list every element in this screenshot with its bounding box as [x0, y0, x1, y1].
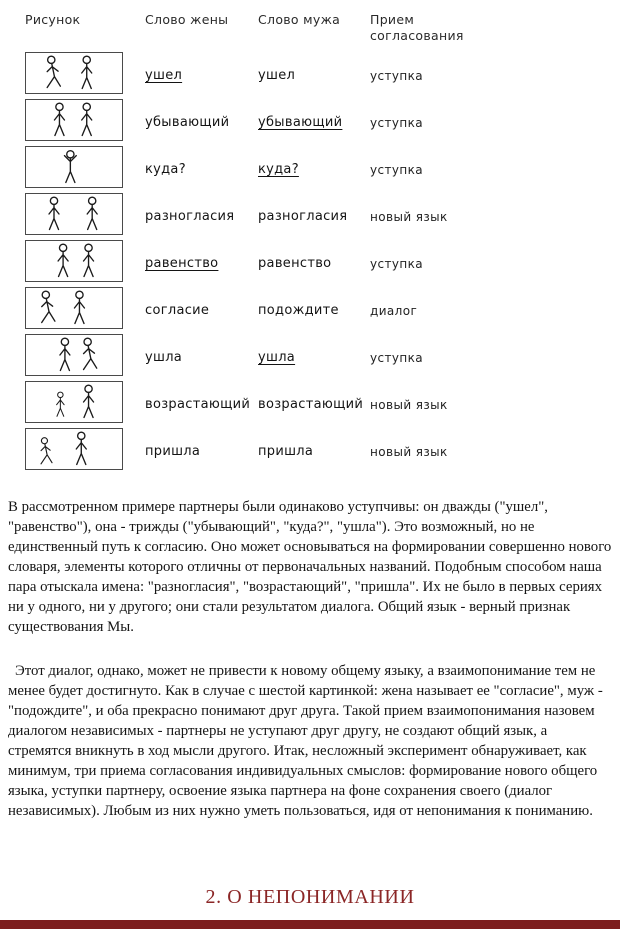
husband-word: ушла — [258, 350, 296, 365]
body-paragraph-1: В рассмотренном примере партнеры были одинаково уступчивы: он дважды ("ушел", "равенство"), она - трижды ("убывающий", "куда?", "ушла"). Это возможный, но не единственный путь к согласию. Оно может основываться на формировании совершенно нового словаря, элементы которого отличны от первоначальных названий. Подобным способом наша пара отыскала имена: "разногласия", "возрастающий", "пришла". Их не было в первых сериях ни у одного, ни у другого; они стали результатом диалога. Общий язык - верный признак существования Мы. — [8, 499, 612, 635]
stick-figures-drawing-icon — [25, 381, 123, 423]
table-row — [25, 334, 620, 381]
husband-word: пришла — [258, 444, 314, 459]
stick-figures-drawing-icon — [25, 99, 123, 141]
wife-word: ушел — [145, 68, 183, 83]
col-header-picture: Рисунок — [25, 12, 81, 27]
husband-word: ушел — [258, 68, 296, 83]
section-heading: 2. О НЕПОНИМАНИИ — [205, 886, 415, 908]
stick-figures-drawing-icon — [25, 193, 123, 235]
col-header-husband-word: Слово мужа — [258, 12, 341, 27]
stick-figures-drawing-icon — [25, 52, 123, 94]
stick-figures-drawing-icon — [25, 428, 123, 470]
husband-word: разногласия — [258, 209, 348, 224]
picture-cell — [25, 334, 145, 381]
stick-figures-drawing-icon — [25, 240, 123, 282]
picture-cell — [25, 240, 145, 287]
table-row — [25, 146, 620, 193]
technique-label: новый язык — [370, 209, 448, 224]
husband-word: убывающий — [258, 115, 343, 130]
wife-word: куда? — [145, 162, 186, 177]
wife-word: убывающий — [145, 115, 230, 130]
table-row — [25, 287, 620, 334]
wife-word: согласие — [145, 303, 210, 318]
table-row — [25, 428, 620, 475]
husband-word: возрастающий — [258, 397, 364, 412]
technique-label: новый язык — [370, 444, 448, 459]
technique-label: новый язык — [370, 397, 448, 412]
table-header-row — [25, 10, 620, 52]
wife-word: разногласия — [145, 209, 235, 224]
picture-cell — [25, 146, 145, 193]
table-row — [25, 99, 620, 146]
col-header-wife-word: Слово жены — [145, 12, 229, 27]
picture-cell — [25, 381, 145, 428]
table-row — [25, 193, 620, 240]
picture-cell — [25, 52, 145, 99]
stick-figures-drawing-icon — [25, 334, 123, 376]
picture-cell — [25, 428, 145, 475]
col-header-technique: Прием согласования — [370, 12, 464, 43]
husband-word: равенство — [258, 256, 332, 271]
technique-label: уступка — [370, 162, 424, 177]
picture-cell — [25, 287, 145, 334]
table-row — [25, 381, 620, 428]
picture-cell — [25, 99, 145, 146]
stick-figures-drawing-icon — [25, 287, 123, 329]
husband-word: куда? — [258, 162, 299, 177]
technique-label: уступка — [370, 350, 424, 365]
picture-cell — [25, 193, 145, 240]
wife-word: ушла — [145, 350, 183, 365]
technique-label: уступка — [370, 68, 424, 83]
body-paragraph-2: Этот диалог, однако, может не привести к новому общему языку, а взаимопонимание тем не менее будет достигнуто. Как в случае с шестой картинкой: жена называет ее "согласие", муж - "подождите", и оба прекрасно понимают друг друга. Такой прием взаимопонимания назовем диалогом независимых - партнеры не уступают друг другу, не создают общий язык, а стремятся вникнуть в ход мысли другого. Итак, несложный эксперимент обнаруживает, как минимум, три приема согласования индивидуальных смыслов: формирование нового общего языка, уступки партнеру, освоение языка партнера на фоне сохранения своего (диалог независимых). Любым из них нужно уметь пользоваться, идя от непонимания к пониманию. — [8, 663, 603, 819]
table-row — [25, 52, 620, 99]
technique-label: уступка — [370, 256, 424, 271]
technique-label: уступка — [370, 115, 424, 130]
wife-word: возрастающий — [145, 397, 251, 412]
stick-figure-arms-up-icon — [25, 146, 123, 188]
wife-word: равенство — [145, 256, 219, 271]
wife-word: пришла — [145, 444, 201, 459]
husband-word: подождите — [258, 303, 339, 318]
technique-label: диалог — [370, 303, 418, 318]
bottom-divider-bar — [0, 920, 620, 929]
table-row — [25, 240, 620, 287]
